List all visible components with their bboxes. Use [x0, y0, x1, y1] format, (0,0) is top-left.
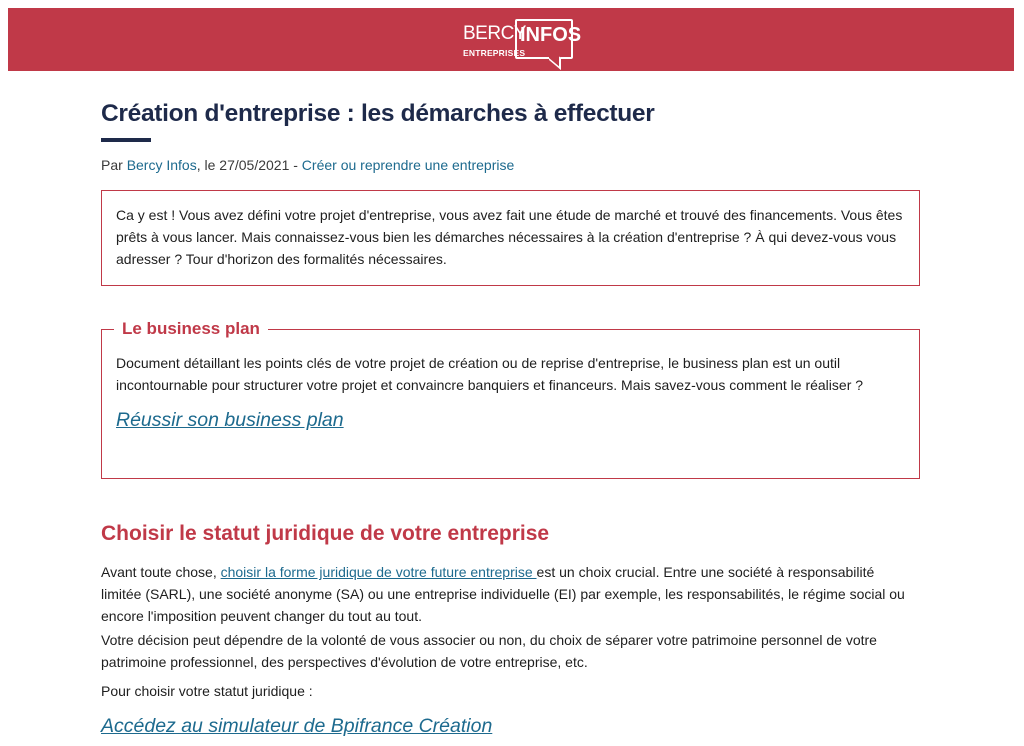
author-link[interactable]: Bercy Infos: [126, 157, 197, 173]
byline-prefix: Par: [101, 157, 127, 173]
logo-infos-text: INFOS: [520, 24, 582, 46]
page-title: Création d'entreprise : les démarches à effectuer: [101, 100, 655, 127]
p1-before: Avant toute chose,: [101, 564, 221, 580]
byline-date: , le 27/05/2021 -: [196, 157, 302, 173]
section-title-statut: Choisir le statut juridique de votre entreprise: [101, 522, 550, 545]
statut-paragraph-2: Votre décision peut dépendre de la volonté de vous associer ou non, du choix de séparer votre patrimoine personnel de votre patrimoine professionnel, des perspectives d'évolution de votre entreprise, etc.: [101, 632, 877, 670]
business-plan-heading: Le business plan: [114, 317, 268, 341]
simulator-link[interactable]: Accédez au simulateur de Bpifrance Création: [101, 715, 493, 737]
intro-text: Ca y est ! Vous avez défini votre projet d'entreprise, vous avez fait une étude de marché et trouvé des financements. Vous êtes prêts à vous lancer. Mais connaissez-vous bien les démarches nécessaires à la création d'entreprise ? À qui devez-vous vous adresser ? Tour d'horizon des formalités nécessaires.: [116, 207, 903, 267]
article-byline: [101, 157, 514, 173]
forme-juridique-link[interactable]: choisir la forme juridique de votre future entreprise: [220, 564, 537, 580]
title-underline: [101, 138, 151, 142]
intro-box: [101, 190, 920, 286]
logo-bercy-text: BERCY: [463, 23, 526, 44]
category-link[interactable]: Créer ou reprendre une entreprise: [301, 157, 515, 173]
logo-entreprises-text: ENTREPRISES: [463, 48, 526, 58]
business-plan-link[interactable]: Réussir son business plan: [116, 409, 344, 431]
top-banner: [8, 8, 1014, 71]
bercy-infos-logo[interactable]: [463, 19, 582, 63]
business-plan-box: [101, 319, 920, 479]
business-plan-text: Document détaillant les points clés de votre projet de création ou de reprise d'entreprise, le business plan est un outil incontournable pour structurer votre projet et convaincre banquiers et financeurs. Mais savez-vous comment le réaliser ?: [116, 355, 864, 393]
p1-after: est un choix crucial. Entre une société à responsabilité limitée (SARL), une société anonyme (SA) ou une entreprise individuelle (EI) par exemple, les responsabilités, le régime social ou encore l'imposition peuvent changer du tout au tout.: [101, 564, 905, 624]
statut-paragraph-1: [101, 561, 911, 627]
statut-paragraph-3: Pour choisir votre statut juridique :: [101, 683, 313, 699]
